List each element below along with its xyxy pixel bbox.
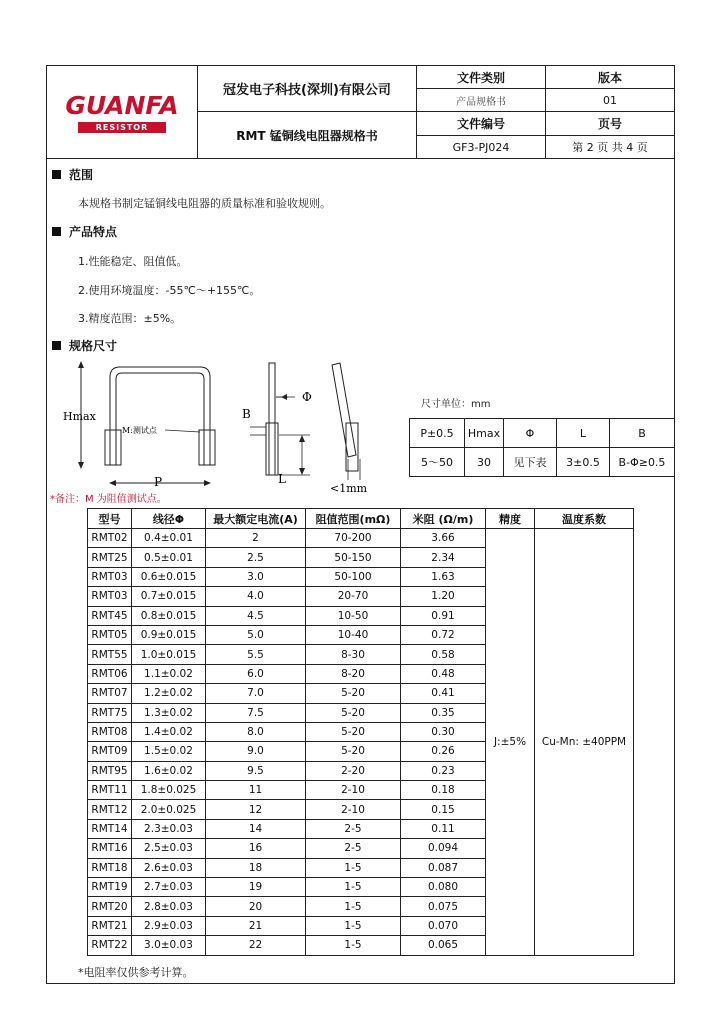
feature-item: 1.性能稳定、阻值低。 [78,255,188,268]
table-cell: 16 [206,839,306,858]
column-header: 型号 [88,509,132,529]
bullet-square-icon [52,341,61,350]
table-cell: 70-200 [306,529,401,548]
table-cell: 0.075 [401,897,486,916]
table-cell: 5.5 [206,645,306,664]
b-label: B [242,407,251,421]
column-header: 米阻 (Ω/m) [401,509,486,529]
phi-label: Φ [302,390,312,404]
table-cell: 4.5 [206,606,306,625]
column-header: 精度 [486,509,535,529]
table-cell: 1-5 [306,897,401,916]
table-cell: 0.070 [401,916,486,935]
table-cell: RMT08 [88,722,132,741]
table-cell: 0.5±0.01 [132,548,206,567]
table-cell: 6.0 [206,664,306,683]
remark-note: *备注：M 为阻值测试点。 [50,494,167,505]
spec-value: 见下表 [504,448,557,477]
table-cell: 2-10 [306,800,401,819]
table-cell: 0.72 [401,625,486,644]
table-cell: 9.5 [206,761,306,780]
table-cell: RMT20 [88,897,132,916]
table-cell: 0.094 [401,839,486,858]
table-cell: 1.1±0.02 [132,664,206,683]
table-cell: 1.6±0.02 [132,761,206,780]
table-cell: RMT07 [88,684,132,703]
spec-header: L [557,419,610,448]
table-cell: 0.23 [401,761,486,780]
table-cell: 50-100 [306,567,401,586]
table-cell: RMT05 [88,625,132,644]
table-cell: 0.30 [401,722,486,741]
table-cell: 0.080 [401,878,486,897]
page-number: 第 2 页 共 4 页 [546,136,675,159]
document-title: RMT 锰铜线电阻器规格书 [198,112,417,159]
table-cell: 3.66 [401,529,486,548]
table-cell: RMT03 [88,567,132,586]
feature-item: 3.精度范围：±5%。 [78,312,182,325]
table-cell: 3.0±0.03 [132,936,206,955]
table-cell: 2-5 [306,819,401,838]
table-cell: 0.48 [401,664,486,683]
table-cell: 2-10 [306,781,401,800]
table-cell: 2-20 [306,761,401,780]
table-cell: RMT21 [88,916,132,935]
table-cell: RMT55 [88,645,132,664]
spec-header: P±0.5 [410,419,465,448]
table-cell: RMT03 [88,587,132,606]
table-cell: 1.8±0.025 [132,781,206,800]
company-name: 冠发电子科技(深圳)有限公司 [198,66,417,112]
table-cell: 8-30 [306,645,401,664]
table-cell: RMT19 [88,878,132,897]
column-header: 线径Φ [132,509,206,529]
spec-header: Φ [504,419,557,448]
table-cell: 2.6±0.03 [132,858,206,877]
company-logo [47,66,198,159]
doc-number-label: 文件编号 [417,112,546,136]
table-cell: 2.34 [401,548,486,567]
logo-wordmark: GUANFA [65,91,179,120]
table-cell: 1-5 [306,916,401,935]
unit-note: 尺寸单位：mm [421,399,491,410]
logo-subtitle: RESISTOR [78,122,167,133]
table-cell: 0.41 [401,684,486,703]
table-cell: 1.0±0.015 [132,645,206,664]
model-spec-table [87,508,634,956]
column-header: 温度系数 [535,509,634,529]
spec-value: 5～50 [410,448,465,477]
table-cell: 5.0 [206,625,306,644]
table-cell: 21 [206,916,306,935]
lt1mm-label: <1mm [330,482,368,495]
doc-type-value: 产品规格书 [417,89,546,112]
table-cell: 50-150 [306,548,401,567]
table-cell: 2.9±0.03 [132,916,206,935]
table-cell: 0.58 [401,645,486,664]
spec-header: Hmax [465,419,504,448]
table-cell: RMT06 [88,664,132,683]
table-cell: 2.3±0.03 [132,819,206,838]
table-cell: 0.065 [401,936,486,955]
table-cell: 0.15 [401,800,486,819]
bullet-square-icon [52,170,61,179]
table-cell: 19 [206,878,306,897]
table-cell: 1.5±0.02 [132,742,206,761]
table-cell: 1.2±0.02 [132,684,206,703]
dimension-diagram [50,355,380,500]
table-cell: 1.3±0.02 [132,703,206,722]
version-label: 版本 [546,66,675,89]
scope-text: 本规格书制定锰铜线电阻器的质量标准和验收规则。 [78,197,331,210]
table-cell: 10-40 [306,625,401,644]
table-cell: 20 [206,897,306,916]
table-cell: 0.087 [401,858,486,877]
table-cell: 8-20 [306,664,401,683]
bullet-square-icon [52,227,61,236]
table-cell: 3.0 [206,567,306,586]
table-cell: 4.0 [206,587,306,606]
spec-value: B-Φ≥0.5 [610,448,675,477]
features-heading: 产品特点 [52,223,117,240]
table-cell: 2.5±0.03 [132,839,206,858]
table-cell: 0.35 [401,703,486,722]
table-cell: 1-5 [306,858,401,877]
doc-number-value: GF3-PJ024 [417,136,546,159]
table-cell: 1.63 [401,567,486,586]
table-cell: 1-5 [306,878,401,897]
table-cell: RMT02 [88,529,132,548]
table-cell: RMT75 [88,703,132,722]
feature-item: 2.使用环境温度：-55℃～+155℃。 [78,284,261,297]
table-cell: 5-20 [306,722,401,741]
table-cell: RMT11 [88,781,132,800]
table-cell: 1-5 [306,936,401,955]
version-value: 01 [546,89,675,112]
table-cell: 0.9±0.015 [132,625,206,644]
table-cell: 7.5 [206,703,306,722]
hmax-label: Hmax [63,410,96,423]
table-cell: RMT45 [88,606,132,625]
p-label: P [154,475,163,489]
table-cell: 0.7±0.015 [132,587,206,606]
table-cell: 1.20 [401,587,486,606]
spec-value: 3±0.5 [557,448,610,477]
l-label: L [278,472,286,486]
table-cell: 22 [206,936,306,955]
table-cell: 18 [206,858,306,877]
column-header: 最大额定电流(A) [206,509,306,529]
table-cell: 2.8±0.03 [132,897,206,916]
spec-value: 30 [465,448,504,477]
table-cell: RMT09 [88,742,132,761]
table-cell: RMT95 [88,761,132,780]
spec-header: B [610,419,675,448]
table-cell: 2.5 [206,548,306,567]
table-cell: RMT25 [88,548,132,567]
scope-heading: 范围 [52,166,93,183]
table-cell: 0.91 [401,606,486,625]
table-cell: 12 [206,800,306,819]
table-cell: 11 [206,781,306,800]
dimensions-heading: 规格尺寸 [52,337,117,354]
table-cell: 9.0 [206,742,306,761]
table-cell: 20-70 [306,587,401,606]
table-cell: RMT16 [88,839,132,858]
document-header [46,65,675,159]
table-row [88,529,634,548]
table-cell: 2.0±0.025 [132,800,206,819]
footer-note: *电阻率仅供参考计算。 [78,966,194,979]
table-cell: 0.18 [401,781,486,800]
table-cell: RMT18 [88,858,132,877]
table-cell: RMT22 [88,936,132,955]
table-cell: 10-50 [306,606,401,625]
column-header: 阻值范围(mΩ) [306,509,401,529]
test-point-label: M:测试点 [122,426,157,435]
table-cell: 0.8±0.015 [132,606,206,625]
doc-type-label: 文件类别 [417,66,546,89]
table-cell: 14 [206,819,306,838]
table-cell: 5-20 [306,742,401,761]
table-cell: 5-20 [306,703,401,722]
precision-cell: J:±5% [486,529,535,956]
table-cell: 0.26 [401,742,486,761]
tcr-cell: Cu-Mn: ±40PPM [535,529,634,956]
table-cell: 0.4±0.01 [132,529,206,548]
page-label: 页号 [546,112,675,136]
table-cell: RMT14 [88,819,132,838]
table-cell: 0.6±0.015 [132,567,206,586]
table-cell: 2-5 [306,839,401,858]
table-cell: RMT12 [88,800,132,819]
dimension-spec-table [409,418,675,477]
table-cell: 2 [206,529,306,548]
table-cell: 5-20 [306,684,401,703]
table-cell: 1.4±0.02 [132,722,206,741]
table-cell: 7.0 [206,684,306,703]
table-cell: 2.7±0.03 [132,878,206,897]
table-cell: 8.0 [206,722,306,741]
table-cell: 0.11 [401,819,486,838]
